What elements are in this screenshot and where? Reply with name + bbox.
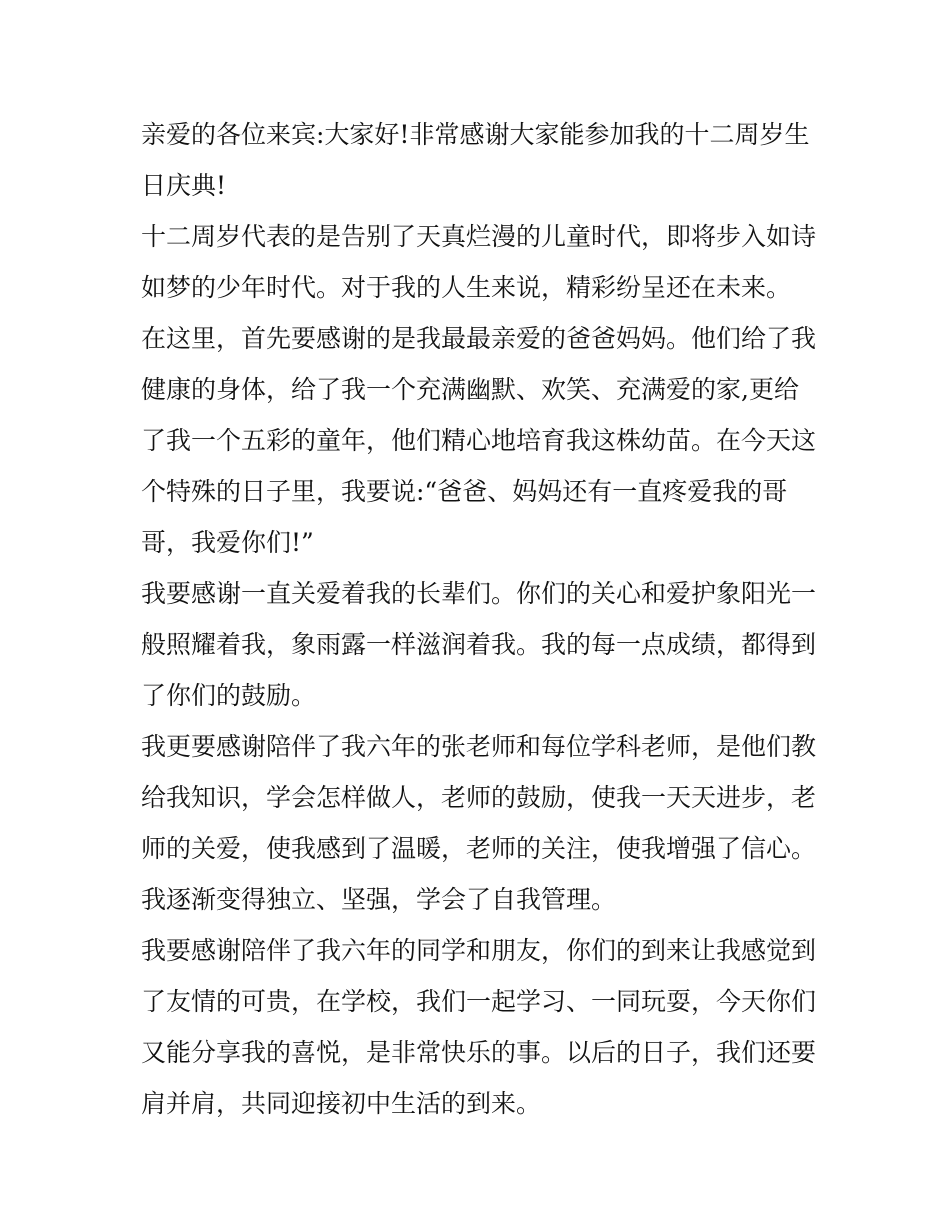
text-line: 日庆典! xyxy=(141,171,227,200)
text-line: 亲爱的各位来宾:大家好!非常感谢大家能参加我的十二周岁生 xyxy=(141,120,810,149)
text-line: 健康的身体，给了我一个充满幽默、欢笑、充满爱的家,更给 xyxy=(141,375,799,404)
text-line: 我要感谢陪伴了我六年的同学和朋友，你们的到来让我感觉到 xyxy=(141,936,817,965)
text-line: 肩并肩，共同迎接初中生活的到来。 xyxy=(141,1089,542,1118)
text-line: 十二周岁代表的是告别了天真烂漫的儿童时代，即将步入如诗 xyxy=(141,222,817,251)
text-line: 般照耀着我，象雨露一样滋润着我。我的每一点成绩，都得到 xyxy=(141,630,817,659)
text-line: 我更要感谢陪伴了我六年的张老师和每位学科老师，是他们教 xyxy=(141,732,817,761)
speech-text xyxy=(141,109,821,1129)
text-line: 我逐渐变得独立、坚强，学会了自我管理。 xyxy=(141,885,617,914)
text-line: 给我知识，学会怎样做人，老师的鼓励，使我一天天进步，老 xyxy=(141,783,817,812)
text-line: 哥，我爱你们!” xyxy=(141,528,314,557)
text-line: 个特殊的日子里，我要说:“爸爸、妈妈还有一直疼爱我的哥 xyxy=(141,477,788,506)
text-line: 了我一个五彩的童年，他们精心地培育我这株幼苗。在今天这 xyxy=(141,426,817,455)
text-line: 了你们的鼓励。 xyxy=(141,681,317,710)
text-line: 了友情的可贵，在学校，我们一起学习、一同玩耍，今天你们 xyxy=(141,987,817,1016)
text-line: 我要感谢一直关爱着我的长辈们。你们的关心和爱护象阳光一 xyxy=(141,579,817,608)
text-line: 在这里，首先要感谢的是我最最亲爱的爸爸妈妈。他们给了我 xyxy=(141,324,817,353)
text-line: 师的关爱，使我感到了温暖，老师的关注，使我增强了信心。 xyxy=(141,834,817,863)
text-line: 如梦的少年时代。对于我的人生来说，精彩纷呈还在未来。 xyxy=(141,273,792,302)
text-line: 又能分享我的喜悦，是非常快乐的事。以后的日子，我们还要 xyxy=(141,1038,817,1067)
